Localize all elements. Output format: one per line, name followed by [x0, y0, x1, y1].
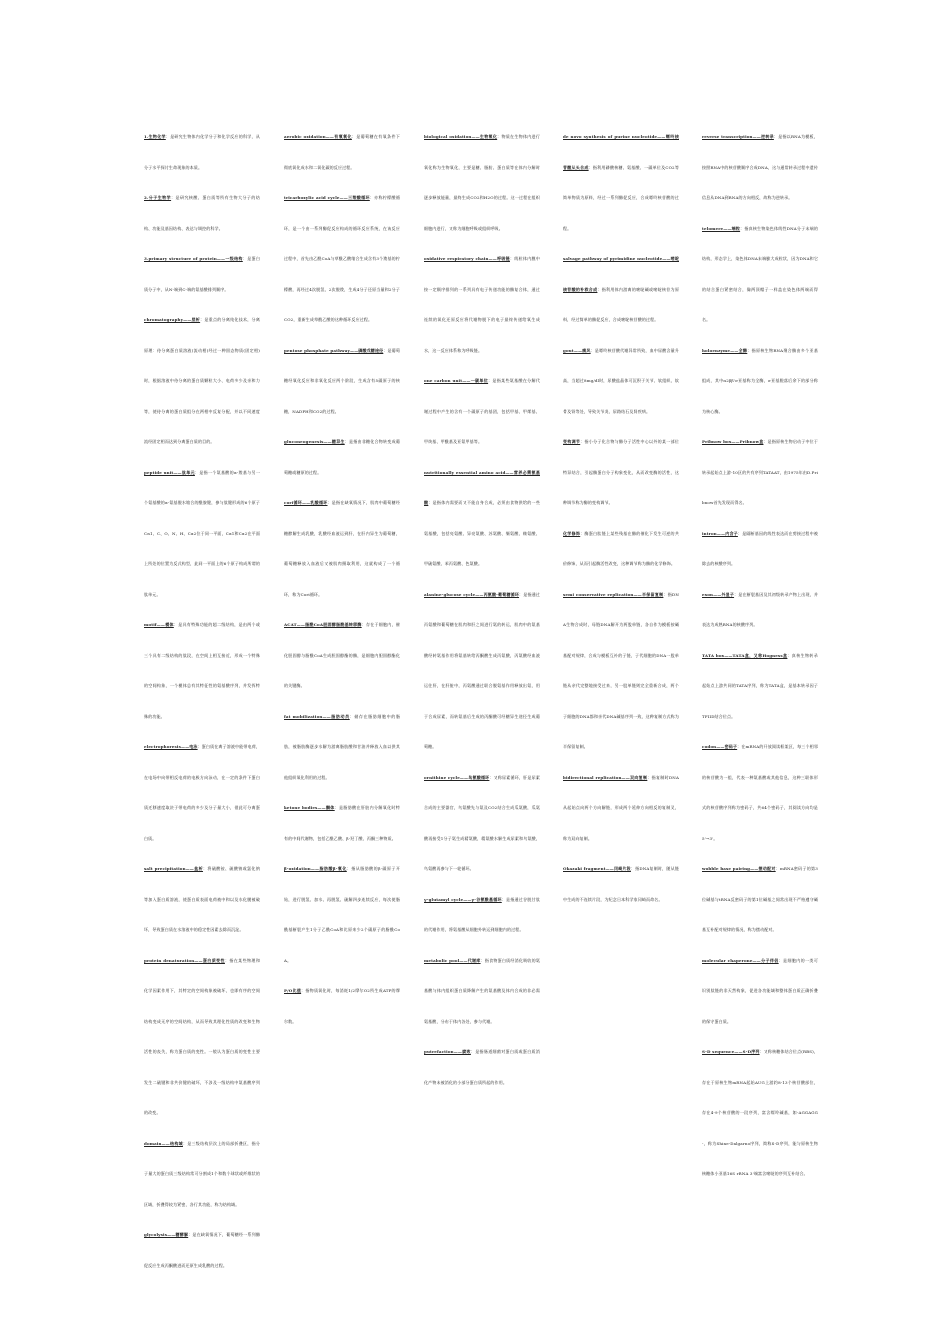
glossary-entry [284, 854, 400, 976]
glossary-definition: ：是指在缺氧情况下，肌肉中葡萄糖经糖酵解生成乳酸，乳酸经血液运到肝，在肝内异生为葡萄糖，葡萄糖释放入血液后又被肌肉摄取利用，这就构成了一个循环，称为Cori循环。 [284, 500, 400, 597]
glossary-entry [144, 1129, 260, 1221]
glossary-definition: ：是细胞内的一类可识别肽链的非天然构象，促进各功能域和整体蛋白质正确折叠的保守蛋白质。 [702, 957, 818, 1024]
glossary-definition: ：是研究生物体内化学分子和化学反应的科学，从分子水平探讨生命现象的本质。 [144, 134, 260, 170]
column-1 [144, 122, 261, 1268]
glossary-entry [702, 519, 818, 580]
glossary-definition: ：亦称柠檬酸循环，是一个由一系列酶促反应构成的循环反应系统，在该反应过程中，首先由乙酰CoA与草酰乙酸缩合生成含有3个羧基的柠檬酸，再经过4次脱氢、2次脱羧，生成4分子还原当量和2分子CO2，重新生成草酰乙酸的这种循环反应过程。 [284, 195, 400, 322]
glossary-definition: ：指利用磷酸核糖、氨基酸、一碳单位及CO2等简单物质为原料，经过一系列酶促反应，合成嘌呤核苷酸的过程。 [563, 164, 680, 231]
glossary-definition: ：蛋白质在离子溶液中能带电荷，在电场中向带相反电荷的电极方向泳动，在一定的条件下蛋白质迁移速度取决于带电荷的多少及分子量大小，借此可分离蛋白质。 [144, 744, 261, 841]
glossary-entry [284, 488, 400, 610]
glossary-entry [424, 244, 540, 366]
glossary-term: biological oxidation——生物氧化 [424, 134, 498, 139]
glossary-term: metabolic pool——代谢库 [424, 957, 481, 963]
glossary-entry [563, 336, 679, 428]
glossary-definition: ：指复制时DNA从起始点向两个方向解链，形成两个延伸方向相反的复制叉，称为双向复制。 [563, 774, 679, 841]
glossary-definition: ：真核生物转录起始点上游共同的TATA序列，称为TATA盒，是基本转录因子TFIID结合位点。 [702, 652, 818, 719]
glossary-term: semi conservative replication——半保留复制 [563, 591, 664, 597]
glossary-term: salt precipitation——盐析 [144, 866, 204, 871]
glossary-definition: ：是隔断基因的线性表达而在剪接过程中被除去的核酸序列。 [702, 530, 818, 566]
glossary-definition: ：指真核生物染色体线性DNA分子末端的结构，形态学上，染色体DNA末端膨大成粒状，因为DNA和它的结合蛋白紧密结合，像两顶帽子一样盖在染色体两端而得名。 [702, 225, 818, 322]
glossary-definition: ：指食物蛋白质经消化吸收的氨基酸与体内组织蛋白质降解产生的氨基酸及体内合成的非必需氨基酸，分布于体内各处，参与代谢。 [424, 957, 540, 1024]
glossary-term: Okazaki fragment——冈崎片段 [563, 866, 631, 871]
glossary-entry [702, 427, 818, 519]
glossary-definition: ：指DNA生物合成时，母链DNA解开为两股单链，各自作为模板按碱基配对规律，合成与模板互补的子链，子代细胞的DNA一股单链从亲代完整地接受过来，另一股单链则完全重新合成，两个子细胞的DNA都和亲代DNA碱基序列一致，这种复制方式称为半保留复制。 [563, 591, 679, 749]
glossary-term: intron——内含子 [702, 530, 738, 536]
glossary-definition: ：又称核糖体结合位点(RBS)，存在于原核生物mRNA起始AUG上游约8-13个核苷酸部位，存在4-9个核苷酸的一段序列，富含嘌呤碱基，如-AGGAGG-，称为Shine-Dalgarno序列，简称S-D序列，能与原核生物核糖体小亚基16S rRNA 3'端富含嘧啶的序列互补结合。 [702, 1049, 818, 1176]
glossary-term: glycolysis——糖酵解 [144, 1232, 189, 1237]
glossary-entry [702, 336, 818, 428]
glossary-definition: ：指在某些物理和化学因素作用下，其特定的空间构象被破坏，也即有序的空间结构变成无序的空间结构，从而导致其理化性质的改变和生物活性的丧失，称为蛋白质的变性。一般认为蛋白质的变性主要发生二硫键和非共价键的破坏，不涉及一级结构中氨基酸序列的改变。 [144, 957, 260, 1115]
glossary-entry [563, 427, 679, 519]
glossary-term: exon——外显子 [702, 591, 735, 597]
glossary-term: putrefaction——腐败 [424, 1049, 471, 1054]
glossary-term: 1.生物化学 [144, 134, 166, 139]
glossary-entry [563, 244, 679, 336]
glossary-term: 2.分子生物学 [144, 195, 172, 200]
glossary-definition: ：在mRNA的开放阅读框架区，每三个相邻的核苷酸为一组，代表一种氨基酸或其他信息，这种三联体形式的核苷酸序列称为密码子，共64个密码子，其阅读方向均是5'→3'。 [702, 744, 818, 841]
glossary-term: telomere——端粒 [702, 225, 741, 231]
glossary-entry [702, 214, 818, 336]
glossary-entry [424, 946, 540, 1038]
glossary-term: salvage pathway of pyrimidine nucleotide——嘧啶核苷酸的补救合成 [563, 256, 679, 292]
glossary-term: reverse transcription——逆转录 [702, 134, 774, 139]
glossary-term: ketone bodies——酮体 [284, 805, 335, 810]
column-2 [284, 122, 400, 1252]
glossary-entry [702, 641, 818, 733]
glossary-term: codon——密码子 [702, 744, 738, 749]
glossary-definition: ：是指以RNA为模板，按照RNA中的核苷酸顺序合成DNA，这与通常转录过程中遗传信息从DNA到RNA的方向相反，故称为逆转录。 [702, 134, 818, 200]
glossary-term: ornithine cycle——鸟氨酸循环 [424, 774, 490, 780]
glossary-entry [424, 458, 540, 580]
glossary-definition: ：是在断裂基因及其初级转录产物上出现，并表达为成熟RNA的核酸序列。 [702, 591, 819, 627]
glossary-term: S-D sequence——S-D序列 [702, 1049, 760, 1054]
glossary-definition: ：是葡萄糖经氧化反应和非氧化反应两个阶段，生成含有5碳原子的核糖，NADPH和CO2的过程。 [284, 347, 400, 414]
glossary-entry [563, 122, 679, 244]
glossary-term: fat mobilization——脂肪动员 [284, 713, 350, 719]
glossary-term: chromatography——层析 [144, 317, 201, 322]
glossary-term: gout——痛风 [563, 347, 591, 353]
glossary-term: one carbon unit——一碳单位 [424, 378, 489, 383]
glossary-entry [144, 183, 260, 244]
glossary-entry [702, 580, 818, 641]
glossary-entry [144, 732, 260, 854]
glossary-definition: ：是具有特殊功能的超二级结构，是由两个或三个具有二级结构的肽段，在空间上相互接近，形成一个特殊的空间构象，一个模体总有其特征性的氨基酸序列，并发挥特殊的功能。 [144, 622, 261, 719]
glossary-entry [144, 1220, 260, 1281]
glossary-definition: ：是葡萄糖在有氧条件下彻底氧化成水和二氧化碳的反应过程。 [284, 134, 400, 170]
glossary-entry [284, 183, 400, 336]
glossary-definition: ：是指一个氨基酸的α-羧基与另一个氨基酸的α-氨基脱水缩合的酰胺键，参与肽键形成的6个原子Cα1、C、O、N、H、Cα2位于同一平面，Cα1和Cα2在平面上所处的位置为反式构型，此同一平面上的6个原子构成所谓的肽单元。 [144, 469, 260, 597]
glossary-definition: ：是指通过丙氨酸和葡萄糖在肌肉和肝之间进行氨的转运，肌肉中的氨基酸经转氨基作用将氨基转给丙酮酸生成丙氨酸，丙氨酸经血液运往肝，在肝脏中，丙氨酸通过联合脱氨基作用释放出氨，用于合成尿素，而转氨基后生成的丙酮酸可经糖异生途径生成葡萄糖。 [424, 591, 541, 749]
glossary-term: 变构调节 [563, 439, 581, 444]
glossary-entry [424, 1037, 540, 1098]
glossary-entry [702, 854, 818, 946]
glossary-term: protein denaturation——蛋白质变性 [144, 957, 225, 963]
glossary-definition: ：是脂肪酸在肝脏内分解氧化时特有的中间代谢物，包括乙酰乙酸、β-羟丁酸、丙酮三种物质。 [284, 805, 400, 841]
glossary-entry [284, 793, 400, 854]
glossary-entry [144, 610, 260, 732]
glossary-entry [702, 1037, 818, 1190]
glossary-entry [702, 122, 818, 214]
glossary-definition: ：线粒体内膜中按一定顺序排列的一系列具有电子传递功能的酶复合体，通过连续的氧化还原反应将代谢物脱下的电子最终传递给氧生成水，这一反应体系称为呼吸链。 [424, 256, 540, 353]
glossary-term: wobble base pairing——摆动配对 [702, 866, 776, 871]
glossary-entry [284, 122, 400, 183]
glossary-entry [424, 122, 540, 244]
glossary-term: P/O比值 [284, 988, 302, 993]
glossary-entry [144, 122, 260, 183]
glossary-definition: ：是研究核酸、蛋白质等所有生物大分子的结构、功能及基因结构、表达与调控的科学。 [144, 195, 260, 231]
glossary-term: cori循环——乳酸循环 [284, 500, 328, 505]
glossary-entry [424, 366, 540, 458]
glossary-term: ACAT——脂酰CoA胆固醇脂酰基转移酶 [284, 622, 362, 627]
glossary-term: γ-glutamyl cycle——γ-谷氨酰基循环 [424, 896, 502, 902]
glossary-entry [284, 976, 400, 1037]
glossary-definition: ：是嘌呤核苷酸代谢异常所致，血中尿酸含量升高，当超过8mg/dl时，尿酸盐晶体可沉积于关节、软组织、软骨及肾等处，导致关节炎、尿路结石及肾疾病。 [563, 347, 679, 414]
glossary-term: oxidative respiratory chain——呼吸链 [424, 256, 510, 261]
glossary-term: peptide unit——肽单元 [144, 469, 195, 475]
glossary-entry [144, 946, 260, 1129]
glossary-term: pentose phosphate pathway——磷酸戊糖途径 [284, 347, 384, 353]
glossary-entry [144, 244, 260, 305]
glossary-entry [284, 702, 400, 794]
glossary-definition: ：存在于细胞内，催化胆固醇与脂酰CoA生成胆固醇酯的酶，是细胞内胆固醇酯化的关键酶。 [284, 622, 400, 688]
glossary-term: TATA box——TATA盒，又称Hogness盒 [702, 652, 788, 658]
glossary-entry [144, 458, 260, 611]
glossary-entry [284, 427, 400, 488]
glossary-term: Pribnow box——Pribnow盒 [702, 439, 764, 444]
glossary-definition: ：是指某些氨基酸在分解代谢过程中产生的含有一个碳原子的基团，包括甲基、甲烯基、甲炔基、甲酰基及亚氨甲基等。 [424, 378, 540, 444]
column-4 [563, 122, 679, 1252]
glossary-definition: ：指利用体内游离的嘧啶碱或嘧啶核苷为原料，经过简单的酶促反应，合成嘧啶核苷酸的过程。 [563, 286, 679, 322]
glossary-term: aerobic oxidation——有氧氧化 [284, 134, 352, 139]
glossary-entry [563, 763, 679, 855]
glossary-entry [424, 580, 540, 763]
glossary-definition: ：是指由非糖化合物转变成葡萄糖或糖原的过程。 [284, 439, 400, 475]
glossary-definition: ：是在缺氧情况下，葡萄糖经一系列酶促反应生成丙酮酸进而还原生成乳酸的过程。 [144, 1232, 260, 1268]
glossary-term: domain——结构域 [144, 1140, 183, 1146]
glossary-term: molecular chaperone——分子伴侣 [702, 957, 779, 963]
glossary-term: bidirectional replication——双向复制 [563, 774, 648, 780]
glossary-entry [284, 336, 400, 428]
glossary-definition: ：是指肠道细菌对蛋白质或蛋白质消化产物未被消化的小部分蛋白质所起的作用。 [424, 1049, 541, 1085]
glossary-definition: ：指原核生物RNA聚合酶由多个亚基组成，其中α2ββ'σ亚基称为全酶，σ亚基脱落后余下的部分称为核心酶。 [702, 347, 818, 414]
glossary-entry [144, 305, 260, 458]
glossary-definition: ：指从脂肪酸的β-碳原子开始，进行脱氢、加水、再脱氢、硫解四步连续反应，每次使脂酰基断裂产生1分子乙酰CoA和比原来少2个碳原子的脂酰CoA。 [284, 866, 400, 963]
glossary-term: tricarboxylic acid cycle——三羧酸循环 [284, 195, 370, 200]
glossary-definition: ：是重点的分离纯化技术，分离原理：待分离蛋白质溶液(流动相)经过一种固态物质(固定相)时，根据溶液中待分离的蛋白质颗粒大小、电荷多少及亲和力等，使待分离的蛋白质组分在两相中反复分配，并以不同速度流经固定相而达到分离蛋白质的目的。 [144, 317, 260, 444]
glossary-definition: ：又称尿素循环，肝是尿素合成的主要器官，鸟氨酸先与氨及CO2结合生成瓜氨酸，瓜氨酸再接受1分子氨生成精氨酸，精氨酸水解生成尿素和鸟氨酸，鸟氨酸再参与下一轮循环。 [424, 774, 540, 871]
glossary-term: β-oxidation——脂肪酸β-氧化 [284, 866, 347, 871]
glossary-definition: ：是三级结构层次上的局部折叠区，指分子量大的蛋白质三级结构常可分割成1个和数个球状或纤维状的区域，折叠得较为紧密，各行其功能，称为结构域。 [144, 1140, 261, 1207]
glossary-definition: ：指小分子化合物与酶分子活性中心以外的某一部位特异结合，引起酶蛋白分子构象变化，从而改变酶的活性，这种调节称为酶的变构调节。 [563, 439, 679, 505]
glossary-entry [702, 732, 818, 854]
glossary-definition: ：是指通过谷胱甘肽的代谢作用，将氨基酸从细胞外转运到细胞内的过程。 [424, 896, 540, 932]
glossary-definition: ：储存在脂肪细胞中的脂肪，被脂肪酶逐步水解为游离脂肪酸和甘油并释放入血以供其他组织氧化利用的过程。 [284, 713, 400, 780]
glossary-definition: ：指DNA复制时，随从链中生成的不连续片段，为纪念日本科学家冈崎而命名。 [563, 866, 679, 902]
glossary-definition: ：是蛋白质分子中，从N-端到C-端的氨基酸排列顺序。 [144, 256, 260, 292]
glossary-term: 3.primary structure of protein——一级结构 [144, 256, 243, 261]
glossary-entry [424, 885, 540, 946]
glossary-entry [563, 519, 679, 580]
glossary-definition: ：是指原核生物启动子中位于转录起始点上游-10区的共有序列TATAAT，由1975年由D.Pribnow首先发现而得名。 [702, 439, 819, 505]
glossary-entry [144, 854, 260, 946]
glossary-term: alanine-glucose cycle——丙氨酸-葡萄糖循环 [424, 591, 520, 597]
glossary-definition: ：酶蛋白肽链上某些残基在酶的催化下发生可逆的共价修饰，从而引起酶活性改变，这种调节称为酶的化学修饰。 [563, 530, 679, 566]
column-5 [702, 122, 818, 1252]
glossary-term: electrophoresis——电泳 [144, 744, 198, 749]
glossary-entry [563, 580, 679, 763]
glossary-term: motif——模体 [144, 622, 174, 627]
glossary-definition: ：mRNA密码子的第3位碱基与tRNA反密码子的第1位碱基之间常出现不严格遵守碱基互补配对规律的情况，称为摆动配对。 [702, 866, 818, 932]
glossary-definition: ：物质在生物体内进行氧化称为生物氧化，主要是糖、脂肪、蛋白质等在体内分解时逐步释放能量，最终生成CO2和H2O的过程。这一过程在组织细胞内进行，又称为细胞呼吸或组织呼吸。 [424, 134, 540, 231]
glossary-term: gluconeogenesis——糖异生 [284, 439, 345, 444]
glossary-term: 化学修饰 [563, 530, 581, 536]
glossary-definition: ：是指体内需要而又不能自身合成，必须由食物供给的一些氨基酸，包括亮氨酸、异亮氨酸、苏氨酸、缬氨酸、赖氨酸、甲硫氨酸、苯丙氨酸、色氨酸。 [424, 500, 540, 566]
glossary-entry [702, 946, 818, 1038]
glossary-entry [284, 610, 400, 702]
glossary-definition: ：指物质氧化时，每消耗1/2摩尔O2所生成ATP的摩尔数。 [284, 988, 400, 1024]
column-3 [424, 122, 540, 1252]
glossary-entry [424, 763, 540, 885]
glossary-term: holoenzyme——全酶 [702, 347, 748, 353]
glossary-term: nutritionally essential amino acid——营养必需氨基酸 [424, 469, 540, 505]
glossary-entry [563, 854, 679, 915]
glossary-term: de novo synthesis of purine nucleotide——嘌呤核苷酸从头合成 [563, 134, 679, 170]
glossary-definition: ：将硫酸铵、硫酸钠或氯化钠等加入蛋白质溶液，使蛋白质表面电荷被中和以及水化膜被破坏，导致蛋白质在水溶液中的稳定性因素去除而沉淀。 [144, 866, 260, 932]
